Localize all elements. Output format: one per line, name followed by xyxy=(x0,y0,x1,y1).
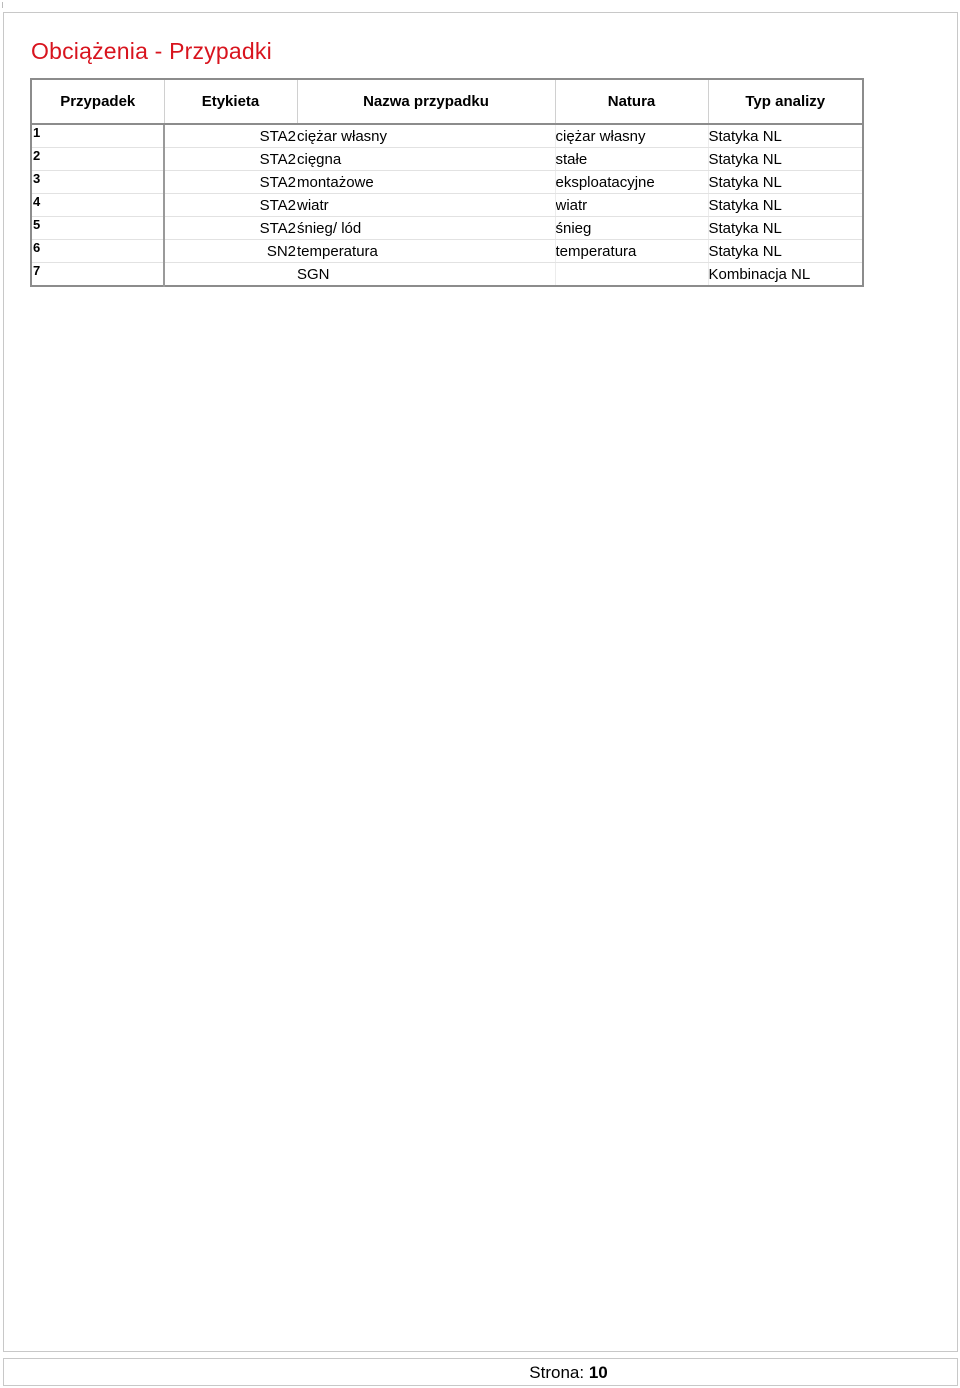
row-label: STA2 xyxy=(164,217,297,240)
table-row xyxy=(31,263,863,287)
row-number: 7 xyxy=(31,263,164,287)
table-row xyxy=(31,124,863,148)
row-case-name: wiatr xyxy=(297,194,555,217)
table-row xyxy=(31,194,863,217)
table-row xyxy=(31,217,863,240)
page-corner-mark xyxy=(2,2,3,8)
load-cases-table xyxy=(30,78,864,287)
row-label: STA2 xyxy=(164,124,297,148)
row-number: 3 xyxy=(31,171,164,194)
row-analysis-type: Statyka NL xyxy=(708,148,863,171)
row-case-name: temperatura xyxy=(297,240,555,263)
row-nature: eksploatacyjne xyxy=(555,171,708,194)
row-number: 5 xyxy=(31,217,164,240)
row-analysis-type: Statyka NL xyxy=(708,217,863,240)
row-case-name: śnieg/ lód xyxy=(297,217,555,240)
page-title: Obciążenia - Przypadki xyxy=(31,38,272,64)
page-footer xyxy=(0,1363,960,1383)
row-nature: temperatura xyxy=(555,240,708,263)
page-number: 10 xyxy=(588,1363,608,1382)
row-nature: ciężar własny xyxy=(555,124,708,148)
row-nature: śnieg xyxy=(555,217,708,240)
header-label: Etykieta xyxy=(164,79,297,124)
row-label: STA2 xyxy=(164,194,297,217)
row-label: STA2 xyxy=(164,148,297,171)
row-case-name: montażowe xyxy=(297,171,555,194)
header-nature: Natura xyxy=(555,79,708,124)
row-label: STA2 xyxy=(164,171,297,194)
page-number-label: Strona: xyxy=(529,1363,585,1382)
row-number: 1 xyxy=(31,124,164,148)
row-analysis-type: Kombinacja NL xyxy=(708,265,811,283)
table-header-row xyxy=(31,79,863,124)
table-row xyxy=(31,240,863,263)
row-analysis-type: Statyka NL xyxy=(708,171,863,194)
row-number: 4 xyxy=(31,194,164,217)
row-analysis-type: Statyka NL xyxy=(708,194,863,217)
row-analysis-type: Statyka NL xyxy=(708,240,863,263)
row-case-name: cięgna xyxy=(297,148,555,171)
row-analysis-type: Statyka NL xyxy=(708,124,863,148)
table-row xyxy=(31,171,863,194)
row-nature xyxy=(555,263,708,287)
header-case: Przypadek xyxy=(31,79,164,124)
table-body xyxy=(31,124,863,286)
row-number: 6 xyxy=(31,240,164,263)
row-number: 2 xyxy=(31,148,164,171)
header-case-name: Nazwa przypadku xyxy=(297,79,555,124)
row-nature: stałe xyxy=(555,148,708,171)
row-label: SN2 xyxy=(164,240,297,263)
row-case-name: SGN xyxy=(297,263,555,287)
row-label xyxy=(164,263,297,287)
row-case-name: ciężar własny xyxy=(297,124,555,148)
table-row xyxy=(31,148,863,171)
row-nature: wiatr xyxy=(555,194,708,217)
header-analysis-type: Typ analizy xyxy=(708,79,863,124)
